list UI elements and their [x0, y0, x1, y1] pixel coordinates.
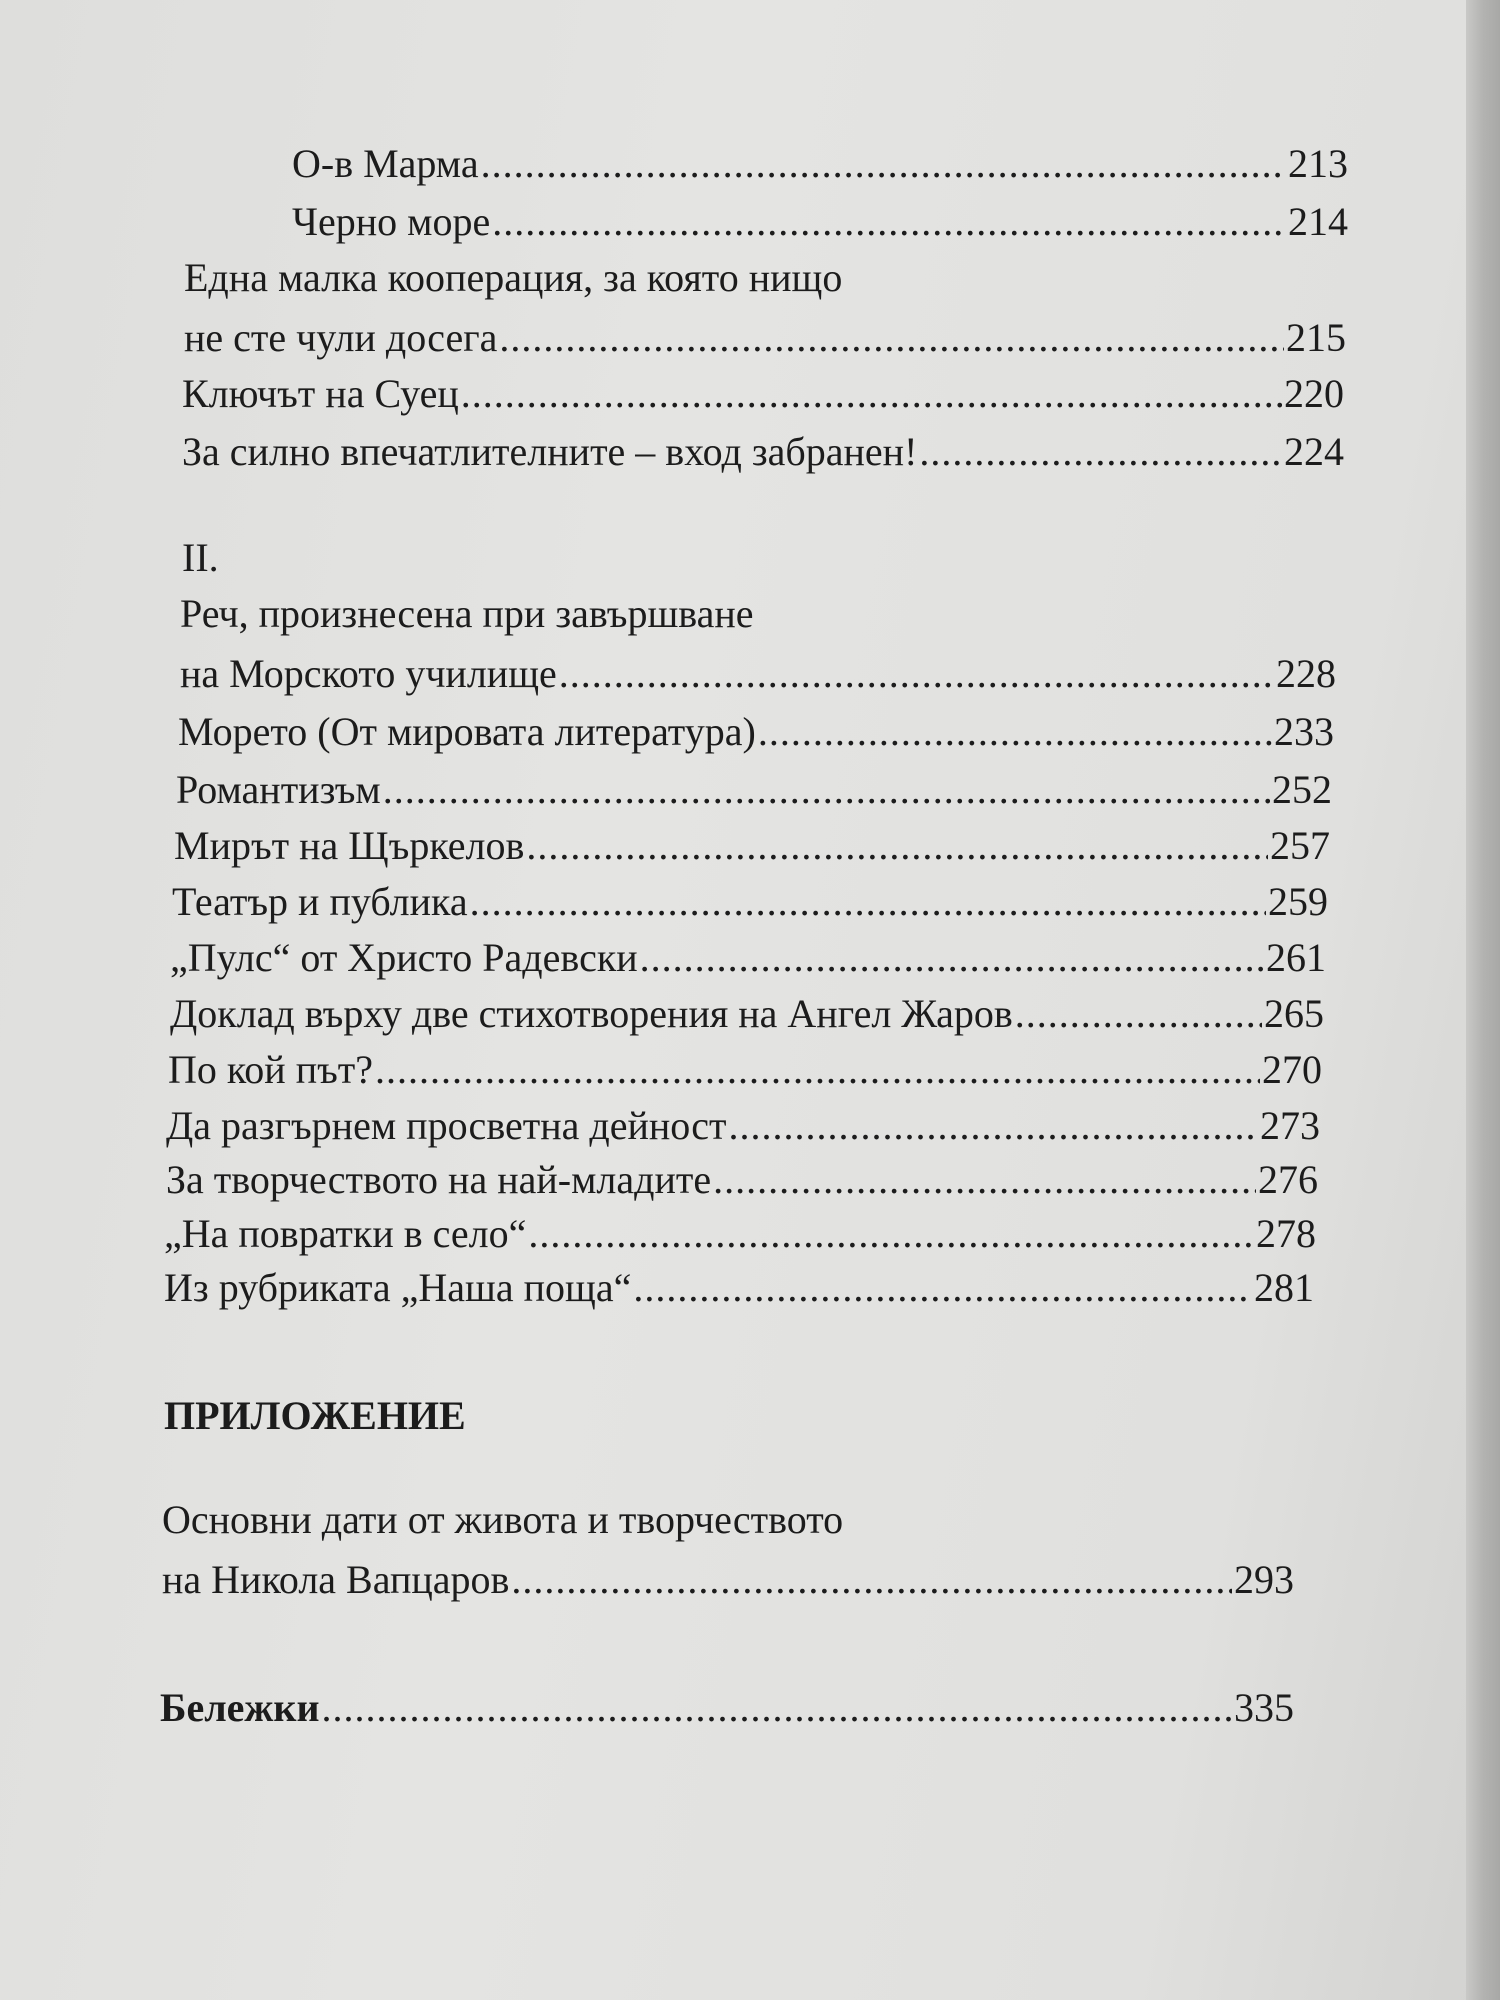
toc-entry — [178, 709, 1334, 754]
toc-entry-page: 276 — [1258, 1157, 1318, 1202]
toc-entry-page: 270 — [1262, 1047, 1322, 1092]
toc-entry — [182, 429, 1344, 474]
toc-entry — [166, 1157, 1318, 1202]
dot-leader — [322, 1644, 1233, 1728]
dot-leader — [492, 202, 1286, 242]
toc-entry-title: „На повратки в село“ — [164, 1211, 527, 1256]
toc-entry-title: Мирът на Щъркелов — [174, 823, 525, 868]
toc-entry — [164, 1265, 1314, 1310]
toc-entry-page: 257 — [1270, 823, 1330, 868]
toc-entry-title: Театър и публика — [172, 879, 468, 924]
toc-entry — [170, 991, 1324, 1036]
toc-entry-page: 281 — [1254, 1265, 1314, 1310]
dot-leader — [1015, 994, 1262, 1034]
dot-leader — [758, 712, 1272, 752]
toc-entry — [162, 1557, 1294, 1602]
toc-entry-title: Черно море — [292, 199, 491, 244]
dot-leader — [375, 1050, 1260, 1090]
dot-leader — [713, 1160, 1256, 1200]
toc-entry-page: 293 — [1234, 1557, 1294, 1602]
toc-entry — [292, 141, 1348, 186]
toc-entry-page: 335 — [1234, 1685, 1294, 1730]
toc-entry-page: 273 — [1260, 1103, 1320, 1148]
toc-entry-title: на Никола Вапцаров — [162, 1557, 510, 1602]
toc-entry-title-line1: Една малка кооперация, за която нищо — [184, 255, 843, 300]
toc-entry-page: 265 — [1264, 991, 1324, 1036]
dot-leader — [481, 144, 1286, 184]
toc-entry — [168, 1047, 1322, 1092]
toc-entry-page: 228 — [1276, 651, 1336, 696]
toc-entry-title: По кой път? — [168, 1047, 374, 1092]
toc-entry-title-line1: Реч, произнесена при завършване — [180, 591, 754, 636]
toc-entry — [172, 879, 1328, 924]
toc-entry-title: Да разгърнем просветна дейност — [166, 1103, 727, 1148]
appendix-heading: ПРИЛОЖЕНИЕ — [164, 1393, 466, 1438]
dot-leader — [383, 770, 1270, 810]
toc-entry-title: Из рубриката „Наша поща“ — [164, 1265, 632, 1310]
dot-leader — [633, 1268, 1252, 1308]
dot-leader — [499, 318, 1284, 358]
toc-entry-page: 252 — [1272, 767, 1332, 812]
toc-entry-page: 224 — [1284, 429, 1344, 474]
toc-entry-title: Доклад върху две стихотворения на Ангел Жаров — [170, 991, 1013, 1036]
toc-entry-page: 261 — [1266, 935, 1326, 980]
toc-entry-title: Бележки — [160, 1685, 320, 1730]
toc-entry — [170, 935, 1326, 980]
dot-leader — [511, 1560, 1232, 1600]
toc-entry-page: 259 — [1268, 879, 1328, 924]
toc-entry — [182, 371, 1344, 416]
section-heading: II. — [182, 535, 219, 580]
toc-entry-title: Морето (От мировата литература) — [178, 709, 756, 754]
dot-leader — [461, 374, 1282, 414]
toc-entry-title-line1: Основни дати от живота и творчеството — [162, 1497, 844, 1542]
dot-leader — [526, 826, 1268, 866]
toc-entry-page: 214 — [1288, 199, 1348, 244]
dot-leader — [470, 882, 1266, 922]
toc-entry-page: 220 — [1284, 371, 1344, 416]
toc-entry-title: Романтизъм — [176, 767, 381, 812]
dot-leader — [919, 432, 1282, 472]
toc-entry — [174, 823, 1330, 868]
toc-entry-title: Ключът на Суец — [182, 371, 459, 416]
dot-leader — [559, 654, 1274, 694]
toc-entry-page: 213 — [1288, 141, 1348, 186]
toc-entry — [176, 767, 1332, 812]
toc-entry-title: на Морското училище — [180, 651, 557, 696]
toc-entry-page: 233 — [1274, 709, 1334, 754]
dot-leader — [729, 1106, 1258, 1146]
toc-entry-page: 215 — [1286, 315, 1346, 360]
dot-leader — [640, 938, 1264, 978]
toc-entry-title: „Пулс“ от Христо Радевски — [170, 935, 638, 980]
toc-entry-notes — [160, 1644, 1294, 1728]
toc-entry-page: 278 — [1256, 1211, 1316, 1256]
toc-entry — [166, 1103, 1320, 1148]
dot-leader — [528, 1214, 1254, 1254]
toc-entry — [164, 1211, 1316, 1256]
toc-entry — [292, 199, 1348, 244]
toc-entry-title: За творчеството на най-младите — [166, 1157, 712, 1202]
toc-entry — [184, 315, 1346, 360]
toc-entry-title: О-в Марма — [292, 141, 479, 186]
toc-entry-title: За силно впечатлителните – вход забранен! — [182, 429, 918, 474]
toc-entry — [180, 651, 1336, 696]
toc-entry-title: не сте чули досега — [184, 315, 498, 360]
